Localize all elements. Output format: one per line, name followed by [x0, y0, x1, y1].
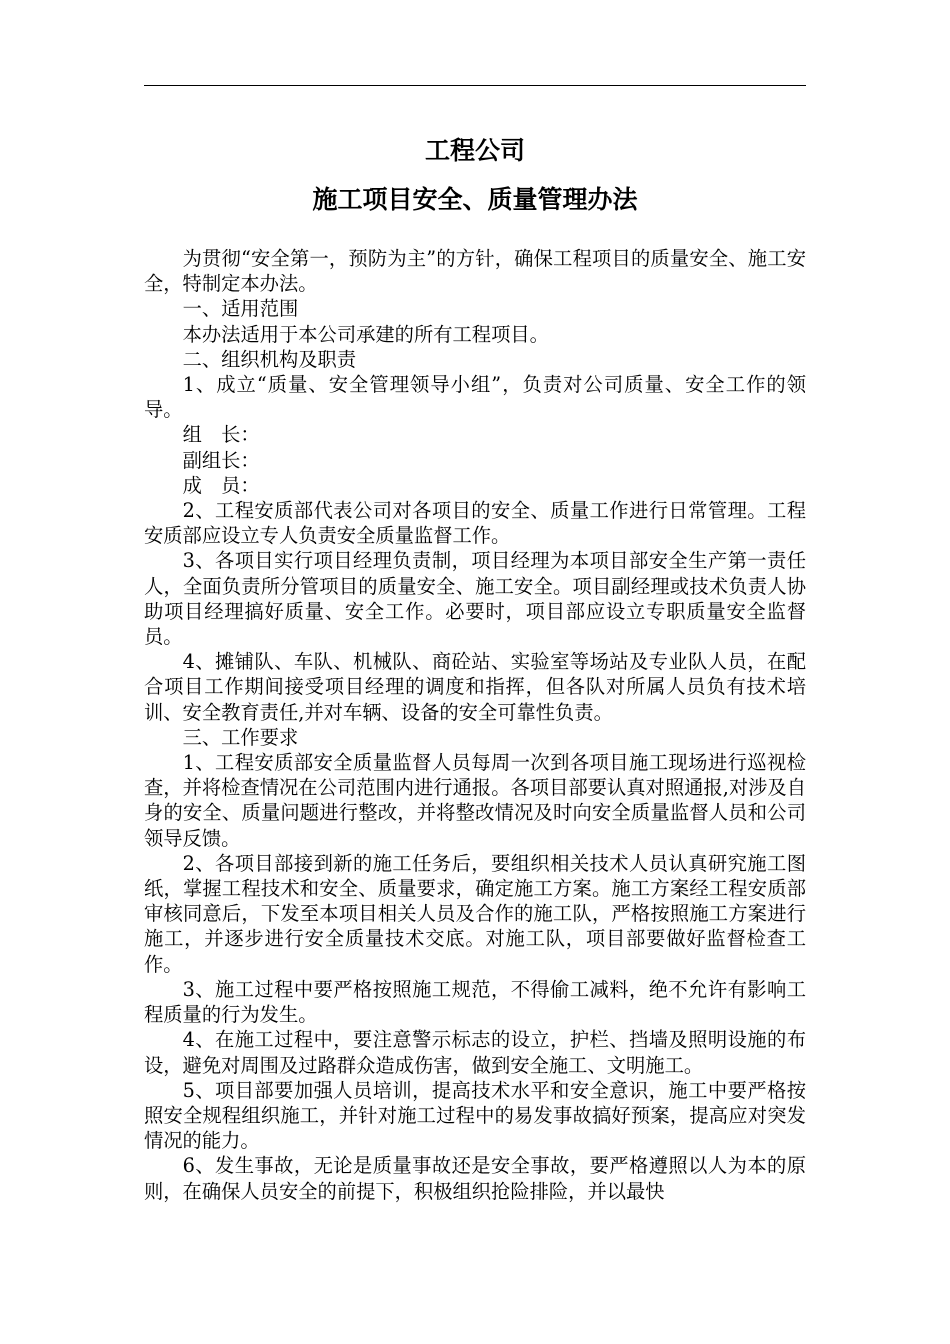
section-heading-requirements: 三、工作要求 [182, 725, 299, 749]
document-body [144, 246, 806, 1204]
section-heading-organization: 二、组织机构及职责 [182, 347, 357, 371]
company-title: 工程公司 [424, 136, 525, 165]
paragraph-req-3: 3、施工过程中要严格按照施工规范，不得偷工减料，绝不允许有影响工程质量的行为发生。 [144, 977, 806, 1027]
role-deputy-leader: 副组长： [182, 448, 260, 472]
paragraph-req-1: 1、工程安质部安全质量监督人员每周一次到各项目施工现场进行巡视检查，并将检查情况在公司范围内进行通报。各项目部要认真对照通报,对涉及自身的安全、质量问题进行整改，并将整改情况及时向安全质量监督人员和公司领导反馈。 [144, 751, 806, 850]
role-members: 成 员： [182, 473, 260, 497]
paragraph-intro: 为贯彻“安全第一，预防为主”的方针，确保工程项目的质量安全、施工安全，特制定本办法。 [144, 247, 806, 296]
paragraph-org-3: 3、各项目实行项目经理负责制，项目经理为本项目部安全生产第一责任人，全面负责所分管项目的质量安全、施工安全。项目副经理或技术负责人协助项目经理搞好质量、安全工作。必要时，项目部应设立专职质量安全监督员。 [144, 549, 806, 649]
header-rule [144, 85, 806, 86]
paragraph-req-4: 4、在施工过程中，要注意警示标志的设立，护栏、挡墙及照明设施的布设，避免对周围及过路群众造成伤害，做到安全施工、文明施工。 [144, 1028, 806, 1077]
document-title: 施工项目安全、质量管理办法 [312, 185, 638, 214]
paragraph-org-1: 1、成立“质量、安全管理领导小组”，负责对公司质量、安全工作的领导。 [144, 373, 806, 422]
paragraph-org-4: 4、摊铺队、车队、机械队、商砼站、实验室等场站及专业队人员，在配合项目工作期间接受项目经理的调度和指挥，但各队对所属人员负有技术培训、安全教育责任,并对车辆、设备的安全可靠性负责。 [144, 650, 806, 724]
role-leader: 组 长： [182, 423, 260, 447]
paragraph-req-2: 2、各项目部接到新的施工任务后，要组织相关技术人员认真研究施工图纸，掌握工程技术和安全、质量要求，确定施工方案。施工方案经工程安质部审核同意后，下发至本项目相关人员及合作的施工队，严格按照施工方案进行施工，并逐步进行安全质量技术交底。对施工队，项目部要做好监督检查工作。 [144, 851, 806, 976]
paragraph-req-5: 5、项目部要加强人员培训，提高技术水平和安全意识，施工中要严格按照安全规程组织施工，并针对施工过程中的易发事故搞好预案，提高应对突发情况的能力。 [144, 1078, 806, 1153]
paragraph-req-6: 6、发生事故，无论是质量事故还是安全事故，要严格遵照以人为本的原则，在确保人员安全的前提下，积极组织抢险排险，并以最快 [144, 1154, 806, 1203]
section-heading-scope: 一、适用范围 [182, 297, 299, 321]
paragraph-org-2: 2、工程安质部代表公司对各项目的安全、质量工作进行日常管理。工程安质部应设立专人负责安全质量监督工作。 [144, 499, 806, 548]
paragraph-scope: 本办法适用于本公司承建的所有工程项目。 [182, 322, 549, 346]
